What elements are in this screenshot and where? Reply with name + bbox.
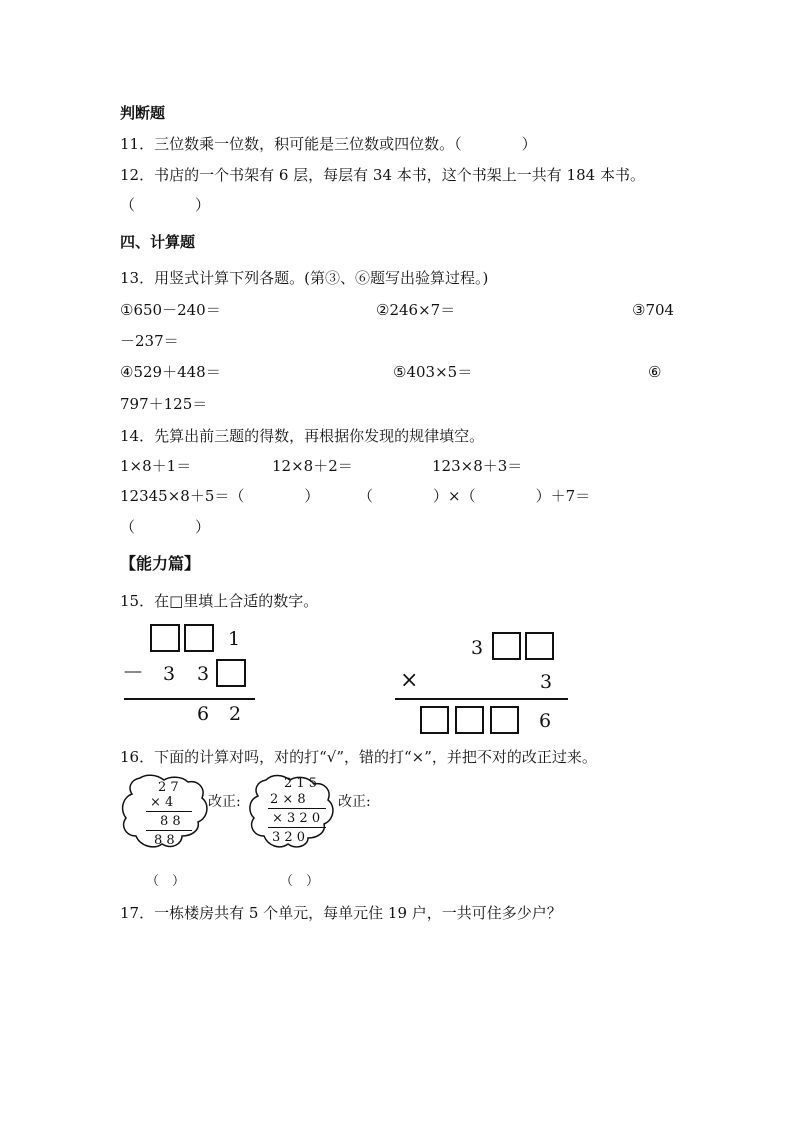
bubble-a-line-1: 2 7 (158, 780, 179, 795)
q13-problem-2: ②246×7＝ (376, 301, 456, 319)
digit-box[interactable] (490, 706, 519, 734)
bubble-a-rule-2 (146, 830, 192, 831)
q13-problem-5: ⑤403×5＝ (393, 363, 473, 381)
q13-problem-6b: 797＋125＝ (120, 395, 208, 413)
minus-sign: － (122, 661, 145, 686)
bubble-b-line-2: × 3 2 0 (272, 811, 321, 826)
section-title-judge: 判断题 (120, 104, 166, 122)
mul-result-digit: 6 (539, 710, 552, 732)
digit-box[interactable] (525, 632, 554, 660)
sub-top-digit: 1 (228, 628, 241, 650)
q14-expr-1: 1×8＋1＝ (120, 457, 192, 475)
sub-mid-digit-1: 3 (163, 663, 176, 685)
q14-expr-2: 12×8＋2＝ (272, 457, 353, 475)
q14-expr-3: 123×8＋3＝ (432, 457, 523, 475)
q13-problem-4: ④529＋448＝ (120, 363, 221, 381)
question-12: 12．书店的一个书架有 6 层，每层有 34 本书，这个书架上一共有 184 本书。 (120, 166, 645, 184)
mul-result-line (395, 698, 568, 700)
section-title-calc: 四、计算题 (120, 233, 196, 251)
sub-result-digit-1: 6 (197, 703, 210, 725)
q13-problem-1: ①650－240＝ (120, 301, 221, 319)
digit-box[interactable] (420, 706, 449, 734)
digit-box[interactable] (216, 659, 246, 687)
bubble-a-line-2: × 4 (150, 795, 174, 810)
q14-expr-4[interactable]: 12345×8＋5＝（ ） (120, 487, 320, 505)
bubble-a-answer-blank[interactable]: （ ） (146, 874, 186, 889)
mul-mid-digit: 3 (540, 671, 553, 693)
digit-box[interactable] (184, 624, 214, 652)
question-13: 13．用竖式计算下列各题。(第③、⑥题写出验算过程。) (120, 269, 489, 287)
bubble-a-line-3: 8 8 (160, 814, 181, 829)
question-17: 17．一栋楼房共有 5 个单元，每单元住 19 户，一共可住多少户？ (120, 904, 562, 922)
question-16: 16．下面的计算对吗，对的打“√”，错的打“×”，并把不对的改正过来。 (120, 748, 597, 766)
bubble-a-correction-label: 改正: (208, 794, 241, 810)
digit-box[interactable] (150, 624, 180, 652)
bubble-b-line-1: 2 × 8 (270, 792, 306, 807)
bubble-b-line-3: 3 2 0 (272, 830, 306, 845)
question-11: 11．三位数乘一位数，积可能是三位数或四位数。（ ） (120, 135, 537, 153)
bubble-a-line-4: 8 8 (154, 833, 175, 848)
bubble-b-correction-label: 改正: (338, 794, 371, 810)
q13-problem-6a: ⑥ (648, 363, 662, 381)
sub-result-line (124, 698, 255, 700)
bubble-b-answer-blank[interactable]: （ ） (280, 874, 320, 889)
sub-result-digit-2: 2 (229, 703, 242, 725)
digit-box[interactable] (492, 632, 521, 660)
question-14: 14．先算出前三题的得数，再根据你发现的规律填空。 (120, 427, 485, 445)
sub-mid-digit-2: 3 (197, 663, 210, 685)
q13-problem-3b: －237＝ (120, 332, 179, 350)
bubble-b-line-0: 2 1 5 (284, 776, 318, 791)
q13-problem-3a: ③704 (632, 301, 675, 319)
bubble-a-rule-1 (146, 811, 192, 812)
q14-expr-6[interactable]: （ ） (120, 518, 211, 536)
bubble-b-rule-2 (268, 827, 326, 828)
question-12-blank[interactable]: （ ） (120, 196, 211, 214)
section-title-ability: 【能力篇】 (120, 554, 201, 573)
mul-top-digit: 3 (471, 637, 484, 659)
times-sign: × (400, 668, 419, 693)
q14-expr-5[interactable]: （ ）×（ ）＋7＝ (358, 487, 591, 505)
bubble-b-rule-1 (268, 808, 326, 809)
digit-box[interactable] (455, 706, 484, 734)
question-15: 15．在□里填上合适的数字。 (120, 592, 319, 610)
